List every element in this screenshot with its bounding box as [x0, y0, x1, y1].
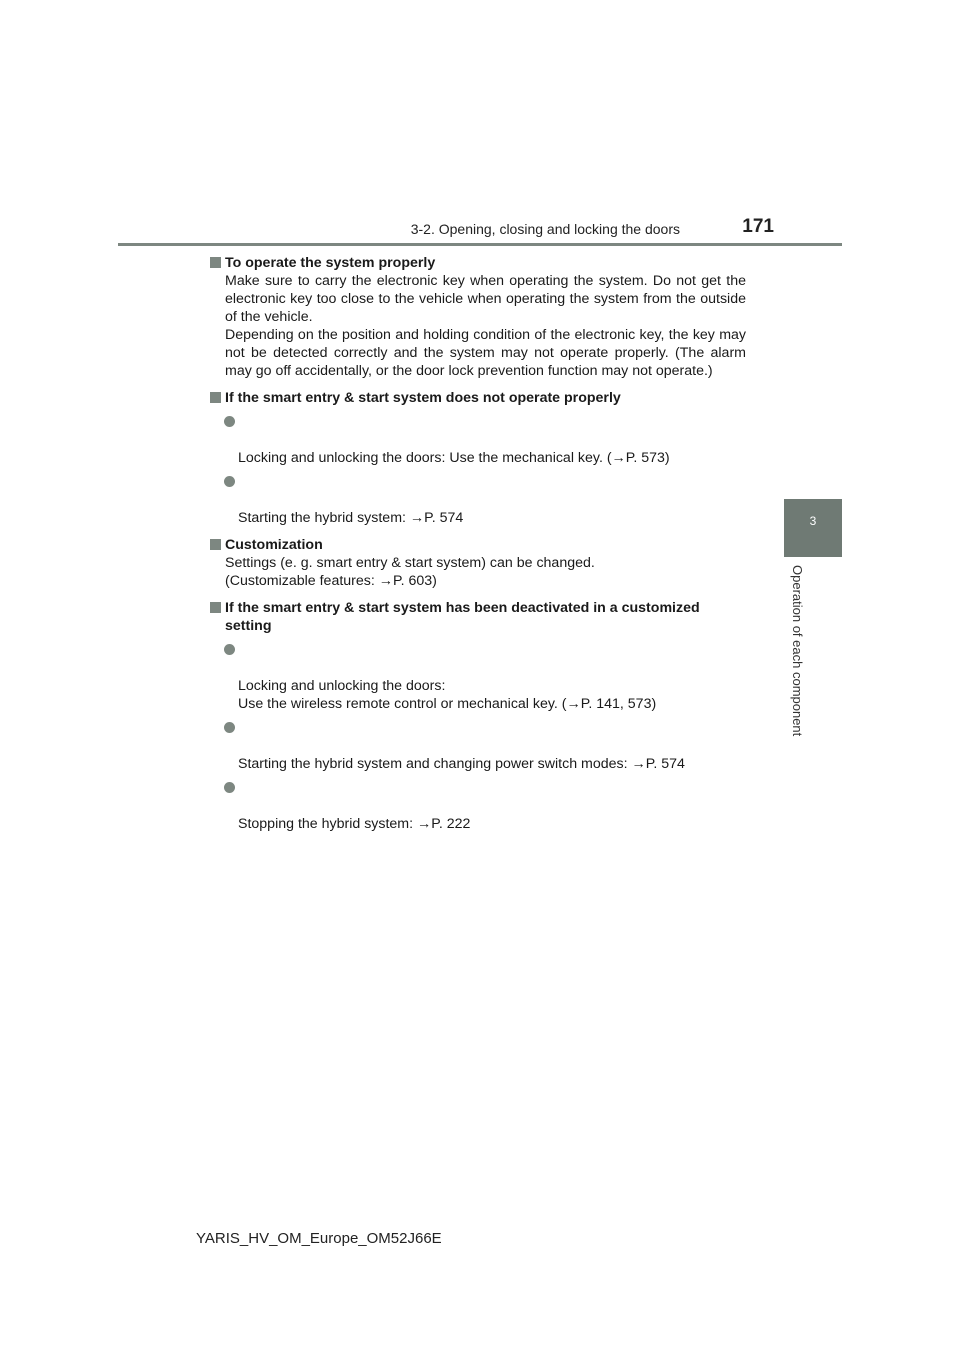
list-item	[210, 413, 746, 467]
section-heading-text: To operate the system properly	[225, 255, 436, 271]
paragraph: Depending on the position and holding condition of the electronic key, the key may not be detected correctly and the system may not operate properly. (The alarm may go off accidentally, or the door lock prevention function may not operate.)	[225, 327, 746, 379]
page-number: 171	[742, 216, 774, 237]
section-heading	[210, 389, 746, 407]
list-item-text: Starting the hybrid system and changing power switch modes: →P. 574	[238, 756, 685, 772]
square-bullet-icon	[210, 392, 221, 403]
chapter-tab-number: 3	[809, 514, 817, 528]
list-item-text: Starting the hybrid system: →P. 574	[238, 510, 464, 526]
section-title: 3-2. Opening, closing and locking the doors	[410, 221, 680, 237]
section-heading-text: If the smart entry & start system has been deactivated in a customized setting	[225, 600, 700, 634]
round-bullet-icon	[224, 722, 235, 733]
list-item	[210, 641, 746, 713]
paragraph: Make sure to carry the electronic key when operating the system. Do not get the electronic key too close to the vehicle when operating the system from the outside of the vehicle.	[225, 273, 746, 325]
square-bullet-icon	[210, 539, 221, 550]
round-bullet-icon	[224, 416, 235, 427]
list-item	[210, 779, 746, 833]
round-bullet-icon	[224, 782, 235, 793]
document-code: YARIS_HV_OM_Europe_OM52J66E	[196, 1230, 442, 1247]
square-bullet-icon	[210, 257, 221, 268]
list-item	[210, 719, 746, 773]
list-item-text: Stopping the hybrid system: →P. 222	[238, 816, 471, 832]
section-heading	[210, 536, 746, 554]
header-divider	[118, 243, 842, 246]
page-content	[210, 254, 746, 833]
section-heading	[210, 254, 746, 272]
square-bullet-icon	[210, 602, 221, 613]
section-heading-text: If the smart entry & start system does not operate properly	[225, 390, 621, 406]
section-heading-text: Customization	[225, 537, 323, 553]
list-item	[210, 473, 746, 527]
section-heading	[210, 599, 746, 635]
round-bullet-icon	[224, 476, 235, 487]
list-item-text: Locking and unlocking the doors: Use the wireless remote control or mechanical key. (→P. 141, 573)	[238, 678, 657, 712]
chapter-tab	[784, 499, 842, 557]
round-bullet-icon	[224, 644, 235, 655]
list-item-text: Locking and unlocking the doors: Use the mechanical key. (→P. 573)	[238, 450, 670, 466]
paragraph: Settings (e. g. smart entry & start system) can be changed. (Customizable features: →P. 603)	[225, 555, 595, 589]
chapter-label: Operation of each component	[790, 565, 805, 737]
